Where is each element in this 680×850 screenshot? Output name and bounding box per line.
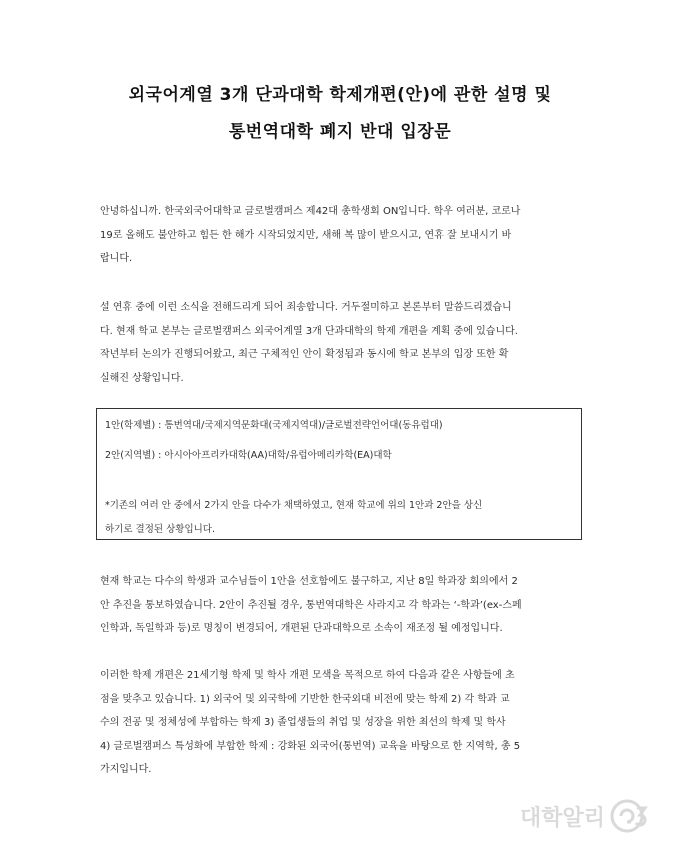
text-line: 수의 전공 및 정체성에 부합하는 학제 3) 졸업생들의 취업 및 성장을 위한 최선의 학제 및 학사 [100, 717, 506, 728]
paragraph-greeting [100, 200, 584, 271]
text-line: 인학과, 독일학과 등)로 명칭이 변경되어, 개편된 단과대학으로 소속이 재조정 될 예정입니다. [100, 623, 503, 634]
text-line: 작년부터 논의가 진행되어왔고, 최근 구체적인 안이 확정됨과 동시에 학교 본부의 입장 또한 확 [100, 349, 509, 360]
text-line: 가지입니다. [100, 764, 152, 775]
text-line: 안 추진을 통보하였습니다. 2안이 추진될 경우, 통번역대학은 사라지고 각 학과는 ‘-학과’(ex-스페 [100, 599, 522, 611]
plan-note-line1: *기존의 여러 안 중에서 2가지 안을 다수가 채택하였고, 현재 학교에 위의 1안과 2안을 상신 [105, 500, 483, 511]
g3-logo-icon [609, 798, 651, 834]
paragraph-current-status [100, 570, 584, 641]
document-title-line1: 외국어계열 3개 단과대학 학제개편(안)에 관한 설명 및 [128, 85, 552, 105]
document-title-line2: 통번역대학 폐지 반대 입장문 [228, 122, 452, 142]
plan1-text: 1안(학제별) : 통번역대/국제지역문화대(국제지역대)/글로벌전략언어대(동유럽대) [105, 420, 443, 431]
text-line: 다. 현재 학교 본부는 글로벌캠퍼스 외국어계열 3개 단과대학의 학제 개편을 계획 중에 있습니다. [100, 325, 518, 337]
text-line: 점을 맞추고 있습니다. 1) 외국어 및 외국학에 기반한 한국외대 비전에 맞는 학제 2) 각 학과 교 [100, 693, 510, 705]
plan-summary-box [96, 408, 582, 540]
plan-note-line2: 하기로 결정된 상황입니다. [105, 524, 216, 535]
text-line: 안녕하십니까. 한국외국어대학교 글로벌캠퍼스 제42대 총학생회 ON입니다. 학우 여러분, 코로나 [100, 206, 521, 217]
text-line: 랍니다. [100, 253, 133, 264]
paragraph-reform-goals [100, 664, 584, 782]
plan2-text: 2안(지역별) : 아시아아프리카대학(AA)대학/유럽아메리카학(EA)대학 [105, 450, 392, 461]
text-line: 실해진 상황입니다. [100, 372, 184, 384]
watermark [520, 798, 651, 834]
text-line: 4) 글로벌캠퍼스 특성화에 부합한 학제 : 강화된 외국어(통번역) 교육을 바탕으로 한 지역학, 총 5 [100, 740, 521, 752]
paragraph-apology [100, 296, 584, 390]
watermark-text: 대학알리 [520, 805, 606, 831]
text-line: 현재 학교는 다수의 학생과 교수님들이 1안을 선호함에도 불구하고, 지난 8일 학과장 회의에서 2 [100, 576, 518, 587]
text-line: 19로 올해도 불안하고 힘든 한 해가 시작되었지만, 새해 복 많이 받으시고, 연휴 잘 보내시기 바 [100, 229, 512, 241]
text-line: 설 연휴 중에 이런 소식을 전해드리게 되어 죄송합니다. 거두절미하고 본론부터 말씀드리겠습니 [100, 302, 512, 313]
text-line: 이러한 학제 개편은 21세기형 학제 및 학사 개편 모색을 목적으로 하여 다음과 같은 사항들에 초 [100, 670, 515, 681]
